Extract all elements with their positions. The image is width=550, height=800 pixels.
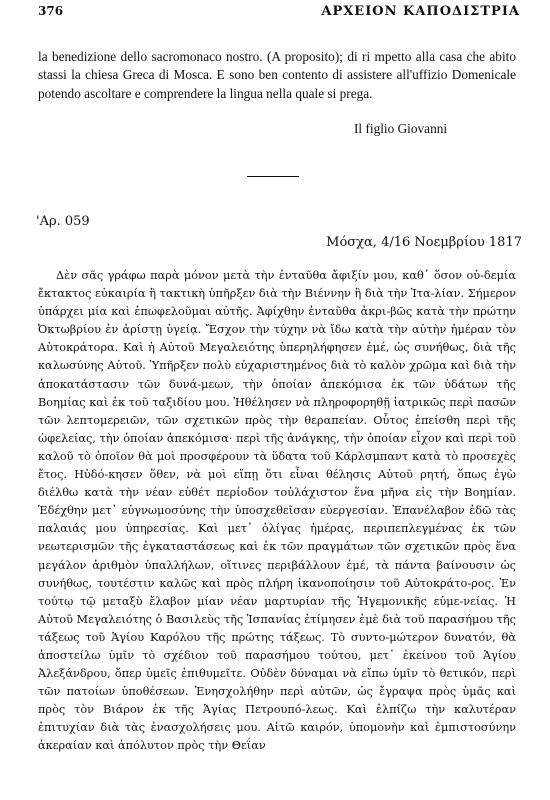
page-header [30,4,520,22]
letter-number: 'Αρ. 059 [36,214,90,229]
section-divider [247,176,299,177]
letter-body-text: Δὲν σᾶς γράφω παρὰ μόνον μετὰ τὴν ἐνταῦθα ἄφιξίν μου, καθ᾽ ὅσον οὐ-δεμία ἔκτακτος εὐκαιρία ἢ τακτικὴ ὑπῆρξεν διὰ τὴν Βιέννην ἢ διὰ τὴν Ἰτα-λίαν. Σήμερον ὑπάρχει μία καὶ ἐπωφελοῦμαι αὐτῆς. Ἀφίχθην ἐνταῦθα ἀκρι-βῶς κατὰ τὴν πρώτην Ὀκτωβρίου ἐν ἀρίστῃ ὑγείᾳ. Ἔσχον τὴν τύχην νὰ ἴδω κατὰ τὴν αὐτὴν ἡμέραν τὸν Αὐτοκράτορα. Καὶ ἡ Αὐτοῦ Μεγαλειότης ὑπερηλήφησεν ἐμέ, ὡς συνήθως, διὰ τῆς καλωσύνης Αὐτοῦ. Ὑπῆρξεν πολὺ εὐχαριστημένος διὰ τὸ καλὸν χρῶμα καὶ διὰ τὴν ἀποκατάστασιν τῶν δυνά-μεων, τὴν ὁποίαν ἀπεκόμισα ἐκ τῶν ὑδάτων τῆς Βοημίας καὶ ἐκ τοῦ ταξιδίου μου. Ἠθέλησεν νὰ πληροφορηθῇ ἰατρικῶς περὶ πασῶν τῶν λεπτομερειῶν, τῶν σχετικῶν πρὸς τὴν θεραπείαν. Οὗτος ἐπείσθη περὶ τῆς ὠφελείας, τὴν ὁποίαν ἀπεκόμισα· περὶ τῆς ἀνάγκης, τὴν ὁποίαν εἶχον καὶ περὶ τοῦ καλοῦ τὸ ὁποῖον θὰ μοὶ προσφέρουν τὰ ὕδατα τοῦ Κάρλσμπαντ κατὰ τὸ προσεχὲς ἔτος. Ηὐδό-κησεν ὅθεν, νὰ μοὶ εἴπῃ ὅτι εἶναι θέλησις Αὐτοῦ ρητή, ὅπως ἐγὼ διέλθω κατὰ τὴν νέαν εὐθέτ περίοδον τοὐλάχιστον ἕνα μῆνα εἰς τὴν Βοημίαν. Ἐδέχθην μετ᾽ εὐγνωμοσύνης τὴν ὑποσχεθεῖσαν εὐεργεσίαν. Ἐπανέλαβον ἐδῶ τὰς παλαιάς μου ὑπηρεσίας. Καὶ μετ᾽ ὀλίγας ἡμέρας, περιπεπλεγμένας ἐκ τῶν νεωτερισμῶν τῆς ἐγκαταστάσεως καὶ ἐκ τῶν πραγμάτων τῶν σχετικῶν πρὸς ἕνα μεγάλον ἀριθμὸν ὑπαλλήλων, οἵτινες περιβάλλουν ἐμέ, τὰ πάντα βαίνουσιν ὡς συνήθως, τουτέστιν καλῶς καὶ πρὸς πλήρη ἱκανοποίησιν τοῦ Αὐτοκράτο-ρος. Ἐν τούτῳ τῷ μεταξὺ ἔλαβον μίαν νέαν μαρτυρίαν τῆς Ἡγεμονικῆς εὐμε-νείας. Ἡ Αὐτοῦ Μεγαλειότης ὁ Βασιλεὺς τῆς Ἱσπανίας ἐτίμησεν ἐμὲ διὰ τοῦ παρασήμου τῆς τάξεως τοῦ Ἁγίου Καρόλου τῆς πρώτης τάξεως. Τὸ συντο-μώτερον δυνατόν, θὰ ἀποστείλω ὑμῖν τὸ σχέδιον τοῦ παρασήμου τούτου, μετ᾽ ἐκείνου τοῦ Ἁγίου Ἀλεξάνδρου, ὅπερ ὑμεῖς ἐπιθυμεῖτε. Οὐδὲν δύναμαι νὰ εἴπω ὑμῖν τὸ θετικόν, περὶ τῶν πατοίων ὑποθέσεων. Ἐνησχολήθην περὶ αὐτῶν, ὡς ἔγραψα πρὸς ὑμᾶς καὶ πρὸς τὸν Βιάρον ἐκ τῆς Ἁγίας Πετρουπό-λεως. Καὶ ἐλπίζω τὴν καλυτέραν ἐπιτυχίαν διὰ τὰς ἐνασχολήσεις μου. Αἰτῶ καιρόν, ὑπομονὴν καὶ ἐμπιστοσύνην ἀκεραίαν καὶ ἀπόλυτον πρὸς τὴν Θεΐαν [38,269,516,753]
page-number: 376 [38,4,64,18]
italian-passage-text: la benedizione dello sacromonaco nostro. (A proposito); di ri mpetto alla casa che abito stassi la chiesa Greca di Mosca. E sono ben contento di assistere all'uffizio Domenicale potendo ascoltare e comprendere la lingua nella quale si prega. [38,49,516,101]
letter-body [38,267,516,756]
running-head: ΑΡΧΕΙΟΝ ΚΑΠΟΔΙΣΤΡΙΑ [321,4,520,19]
signature: Il figlio Giovanni [354,121,448,136]
italian-passage [38,48,516,103]
letter-dateline: Μόσχα, 4/16 Νοεμβρίου 1817 [326,235,522,250]
